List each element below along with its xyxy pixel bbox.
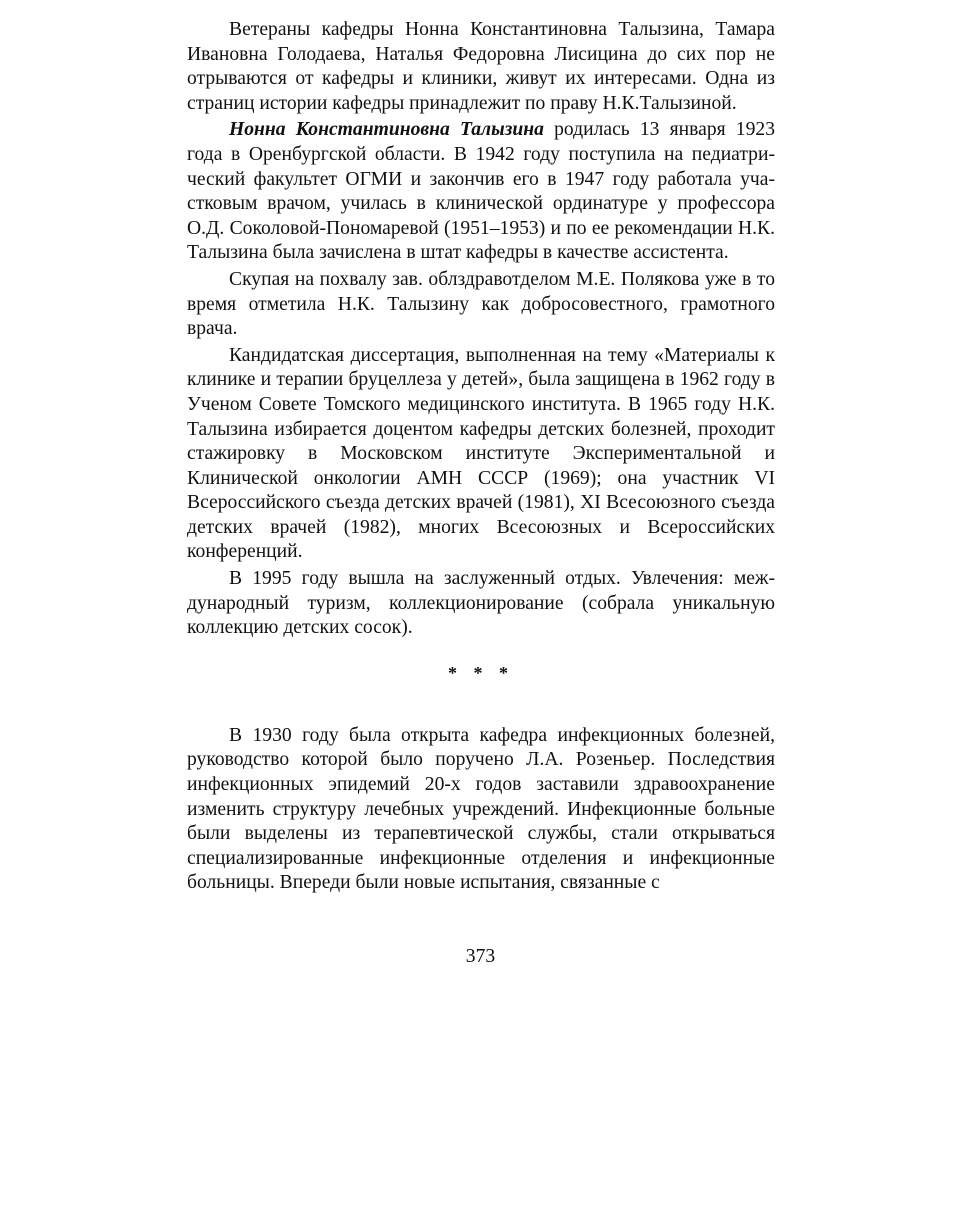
paragraph-infectious-department: В 1930 году была открыта кафедра инфекционных болезней, руководство которой было поручено Л.А. Розеньер. Последствия инфекционных эпидемий 20-х годов заставили здравоохранение изменить структуру лечебных учреждений. Инфекционные больные были выделены из терапевтической службы, стали открываться специализированные инфекционные отделения и инфекционные больницы. Впереди были новые испытания, связанные с — [187, 724, 775, 894]
biography-lead-name: Нонна Константиновна Талызина — [229, 119, 544, 141]
section-separator: * * * — [448, 662, 514, 683]
paragraph-biography — [187, 118, 775, 266]
paragraph-veterans: Ветераны кафедры Нонна Константиновна Талызина, Тамара Ивановна Голодаева, Наталья Федоровна Лисицина до сих пор не отрываются от кафедры и клиники, живут их интересами. Одна из страниц истории кафедры принадлежит по праву Н.К.Талызиной. — [187, 19, 775, 114]
paragraph-dissertation: Кандидатская диссертация, выполненная на тему «Материалы к клинике и терапии бруцеллеза у детей», была защищена в 1962 году в Ученом Совете Томского медицинского института. В 1965 году Н.К. Талызина избирается доцентом кафедры детских болезней, проходит стажировку в Московском институте Экспериментальной и Клинической онкологии АМН СССР (1969); она участник VI Всероссийского съезда детских врачей (1981), XI Всесоюзного съезда детских врачей (1982), многих Всесоюзных и Всероссийских конференций. — [187, 344, 775, 563]
biography-text: родилась 13 января 1923 года в Оренбургской области. В 1942 году поступила на педиатрический факультет ОГМИ и закончив его в 1947 году работала участковым врачом, училась в клинической ординатуре у профессора О.Д. Соколовой-Пономаревой (1951–1953) и по ее рекомендации Н.К. Талызина была зачислена в штат кафедры в качестве ассистента. — [187, 119, 775, 264]
paragraph-praise: Скупая на похвалу зав. облздравотделом М.Е. Полякова уже в то время отметила Н.К. Талызину как добросовестного, грамотного врача. — [187, 268, 775, 340]
paragraph-retirement: В 1995 году вышла на заслуженный отдых. Увлечения: международный туризм, коллекционирование (собрала уникальную коллекцию детских сосок). — [187, 568, 775, 639]
page-number: 373 — [465, 946, 496, 967]
page-body — [187, 18, 775, 898]
